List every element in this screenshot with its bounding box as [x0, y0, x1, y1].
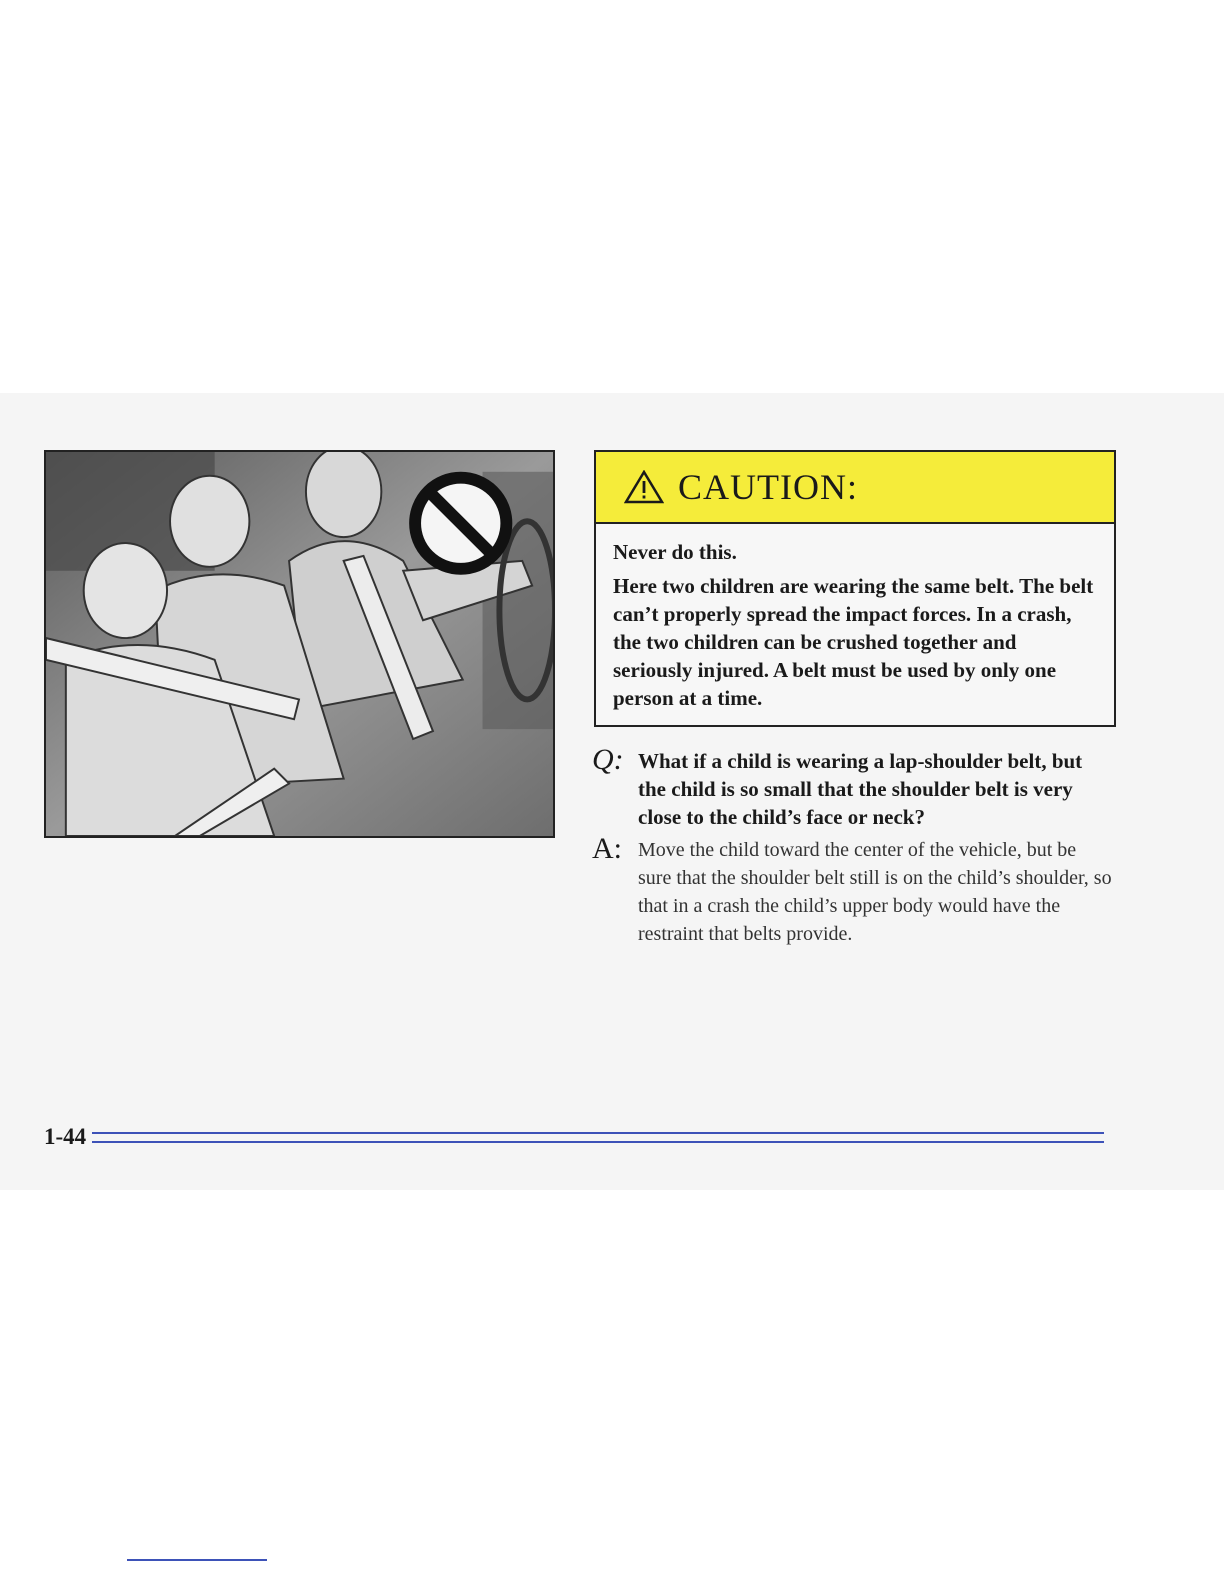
- caution-body: [596, 524, 1114, 712]
- question-block: [592, 745, 1112, 831]
- caution-box: [594, 450, 1116, 727]
- warning-triangle-icon: [624, 470, 664, 504]
- footer-rule: [92, 1132, 1104, 1143]
- bottom-rule: [127, 1559, 267, 1561]
- illustration-drawing: [46, 452, 553, 836]
- answer-block: [592, 834, 1112, 948]
- answer-label: A:: [592, 832, 622, 865]
- page-number: 1-44: [44, 1124, 87, 1149]
- caution-text: Here two children are wearing the same belt. The belt can’t properly spread the impact forces. In a crash, the two children can be crushed together and seriously injured. A belt must be used by only one person at a time.: [613, 574, 1094, 710]
- illustration-two-children-one-belt: [44, 450, 555, 838]
- answer-text: Move the child toward the center of the vehicle, but be sure that the shoulder belt still is on the child’s shoulder, so that in a crash the child’s upper body would have the restraint that belts provide.: [638, 839, 1112, 945]
- question-text: What if a child is wearing a lap-shoulder belt, but the child is so small that the shoulder belt is very close to the child’s face or neck?: [638, 749, 1083, 829]
- caution-lead: Never do this.: [613, 540, 737, 564]
- caution-title: CAUTION:: [678, 467, 858, 507]
- question-label: Q:: [592, 743, 624, 776]
- caution-header: [596, 452, 1114, 524]
- no-symbol-icon: [415, 478, 506, 569]
- page-footer: [44, 1122, 1104, 1152]
